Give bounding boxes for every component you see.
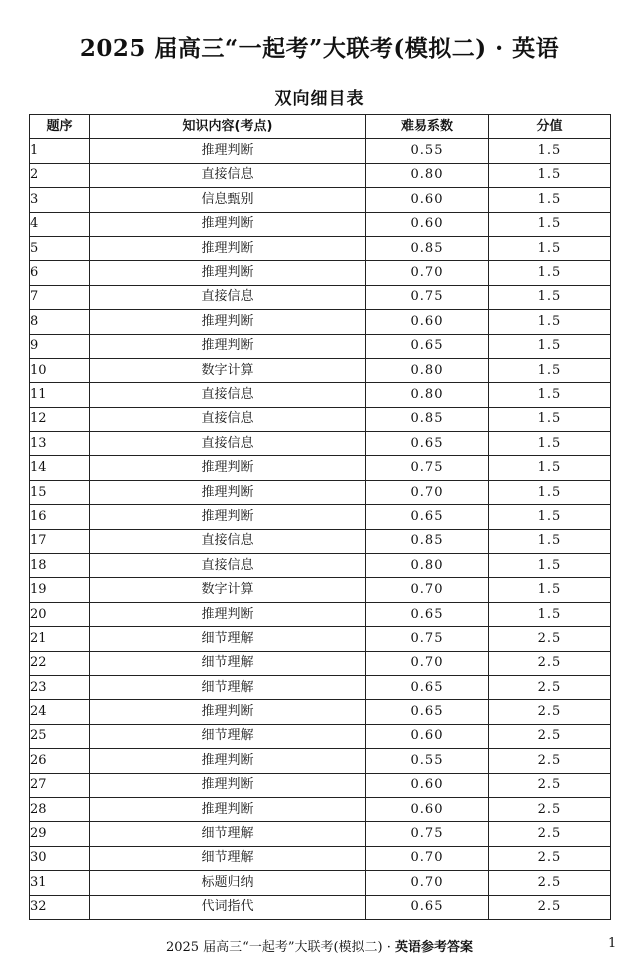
- cell-difficulty: 0.65: [366, 505, 489, 529]
- page-number: 1: [608, 936, 617, 951]
- cell-score: 2.5: [489, 675, 611, 699]
- table-row: [30, 285, 611, 309]
- cell-difficulty: 0.60: [366, 188, 489, 212]
- cell-question-no: 7: [30, 285, 90, 309]
- cell-difficulty: 0.65: [366, 432, 489, 456]
- cell-difficulty: 0.60: [366, 797, 489, 821]
- cell-difficulty: 0.75: [366, 285, 489, 309]
- cell-difficulty: 0.70: [366, 846, 489, 870]
- cell-score: 1.5: [489, 261, 611, 285]
- cell-difficulty: 0.65: [366, 334, 489, 358]
- header-score: 分值: [489, 115, 611, 139]
- cell-score: 1.5: [489, 602, 611, 626]
- cell-score: 1.5: [489, 456, 611, 480]
- cell-score: 2.5: [489, 700, 611, 724]
- cell-score: 1.5: [489, 578, 611, 602]
- cell-knowledge-point: 推理判断: [90, 212, 366, 236]
- cell-score: 1.5: [489, 358, 611, 382]
- cell-question-no: 10: [30, 358, 90, 382]
- table-row: [30, 895, 611, 919]
- cell-score: 2.5: [489, 895, 611, 919]
- cell-question-no: 21: [30, 627, 90, 651]
- table-row: [30, 407, 611, 431]
- cell-knowledge-point: 细节理解: [90, 651, 366, 675]
- table-row: [30, 480, 611, 504]
- cell-question-no: 17: [30, 529, 90, 553]
- table-row: [30, 871, 611, 895]
- cell-knowledge-point: 推理判断: [90, 139, 366, 163]
- page-title: 2025 届高三“一起考”大联考(模拟二) · 英语: [79, 35, 560, 62]
- cell-difficulty: 0.80: [366, 554, 489, 578]
- specification-table: [29, 114, 611, 920]
- cell-question-no: 13: [30, 432, 90, 456]
- footer-bold-text: 英语参考答案: [395, 940, 474, 955]
- cell-score: 2.5: [489, 651, 611, 675]
- cell-score: 1.5: [489, 432, 611, 456]
- cell-question-no: 19: [30, 578, 90, 602]
- table-row: [30, 505, 611, 529]
- cell-difficulty: 0.65: [366, 675, 489, 699]
- table-row: [30, 724, 611, 748]
- table-row: [30, 163, 611, 187]
- cell-knowledge-point: 数字计算: [90, 358, 366, 382]
- cell-question-no: 18: [30, 554, 90, 578]
- cell-difficulty: 0.55: [366, 139, 489, 163]
- cell-score: 2.5: [489, 773, 611, 797]
- cell-question-no: 4: [30, 212, 90, 236]
- table-body: [30, 139, 611, 920]
- cell-knowledge-point: 代词指代: [90, 895, 366, 919]
- cell-difficulty: 0.60: [366, 310, 489, 334]
- cell-knowledge-point: 推理判断: [90, 797, 366, 821]
- cell-score: 2.5: [489, 797, 611, 821]
- cell-knowledge-point: 推理判断: [90, 236, 366, 260]
- table-row: [30, 236, 611, 260]
- cell-question-no: 29: [30, 822, 90, 846]
- cell-difficulty: 0.85: [366, 407, 489, 431]
- cell-question-no: 31: [30, 871, 90, 895]
- table-row: [30, 188, 611, 212]
- cell-question-no: 15: [30, 480, 90, 504]
- cell-difficulty: 0.70: [366, 578, 489, 602]
- table-row: [30, 773, 611, 797]
- cell-knowledge-point: 直接信息: [90, 554, 366, 578]
- table-row: [30, 822, 611, 846]
- cell-question-no: 28: [30, 797, 90, 821]
- cell-score: 2.5: [489, 724, 611, 748]
- cell-difficulty: 0.55: [366, 749, 489, 773]
- cell-knowledge-point: 细节理解: [90, 627, 366, 651]
- table-row: [30, 627, 611, 651]
- header-question-no: 题序: [30, 115, 90, 139]
- cell-difficulty: 0.75: [366, 456, 489, 480]
- cell-score: 1.5: [489, 505, 611, 529]
- cell-knowledge-point: 推理判断: [90, 261, 366, 285]
- cell-knowledge-point: 直接信息: [90, 529, 366, 553]
- table-row: [30, 358, 611, 382]
- cell-score: 1.5: [489, 407, 611, 431]
- table-row: [30, 310, 611, 334]
- cell-difficulty: 0.85: [366, 529, 489, 553]
- table-row: [30, 529, 611, 553]
- cell-difficulty: 0.65: [366, 700, 489, 724]
- header-difficulty: 难易系数: [366, 115, 489, 139]
- table-row: [30, 383, 611, 407]
- table-row: [30, 334, 611, 358]
- cell-question-no: 2: [30, 163, 90, 187]
- cell-score: 2.5: [489, 871, 611, 895]
- table-row: [30, 554, 611, 578]
- table-header-row: [30, 115, 611, 139]
- cell-question-no: 24: [30, 700, 90, 724]
- cell-knowledge-point: 推理判断: [90, 505, 366, 529]
- cell-question-no: 12: [30, 407, 90, 431]
- cell-question-no: 14: [30, 456, 90, 480]
- cell-knowledge-point: 细节理解: [90, 846, 366, 870]
- cell-difficulty: 0.80: [366, 358, 489, 382]
- cell-knowledge-point: 细节理解: [90, 822, 366, 846]
- table-row: [30, 700, 611, 724]
- cell-question-no: 27: [30, 773, 90, 797]
- cell-difficulty: 0.65: [366, 895, 489, 919]
- header-knowledge-point: 知识内容(考点): [90, 115, 366, 139]
- footer-text: 2025 届高三“一起考”大联考(模拟二) ·: [165, 940, 396, 955]
- cell-difficulty: 0.60: [366, 724, 489, 748]
- table-row: [30, 578, 611, 602]
- table-row: [30, 749, 611, 773]
- cell-difficulty: 0.75: [366, 822, 489, 846]
- cell-score: 1.5: [489, 188, 611, 212]
- cell-difficulty: 0.80: [366, 163, 489, 187]
- cell-score: 1.5: [489, 163, 611, 187]
- cell-question-no: 5: [30, 236, 90, 260]
- cell-score: 2.5: [489, 749, 611, 773]
- table-row: [30, 846, 611, 870]
- cell-knowledge-point: 直接信息: [90, 163, 366, 187]
- table-row: [30, 797, 611, 821]
- cell-difficulty: 0.85: [366, 236, 489, 260]
- cell-knowledge-point: 推理判断: [90, 602, 366, 626]
- cell-knowledge-point: 标题归纳: [90, 871, 366, 895]
- table-row: [30, 432, 611, 456]
- cell-score: 1.5: [489, 334, 611, 358]
- cell-knowledge-point: 数字计算: [90, 578, 366, 602]
- table-row: [30, 651, 611, 675]
- cell-question-no: 16: [30, 505, 90, 529]
- cell-difficulty: 0.70: [366, 261, 489, 285]
- cell-knowledge-point: 推理判断: [90, 480, 366, 504]
- cell-score: 1.5: [489, 554, 611, 578]
- cell-difficulty: 0.70: [366, 871, 489, 895]
- cell-knowledge-point: 信息甄别: [90, 188, 366, 212]
- cell-difficulty: 0.70: [366, 480, 489, 504]
- table-row: [30, 675, 611, 699]
- cell-score: 1.5: [489, 383, 611, 407]
- table-row: [30, 602, 611, 626]
- cell-score: 1.5: [489, 529, 611, 553]
- cell-score: 1.5: [489, 236, 611, 260]
- cell-question-no: 32: [30, 895, 90, 919]
- page-footer: [0, 936, 639, 955]
- cell-score: 2.5: [489, 627, 611, 651]
- cell-score: 1.5: [489, 212, 611, 236]
- cell-score: 2.5: [489, 822, 611, 846]
- cell-knowledge-point: 推理判断: [90, 456, 366, 480]
- cell-question-no: 1: [30, 139, 90, 163]
- cell-difficulty: 0.60: [366, 212, 489, 236]
- cell-question-no: 23: [30, 675, 90, 699]
- cell-question-no: 11: [30, 383, 90, 407]
- cell-knowledge-point: 推理判断: [90, 310, 366, 334]
- cell-question-no: 25: [30, 724, 90, 748]
- cell-difficulty: 0.65: [366, 602, 489, 626]
- cell-knowledge-point: 细节理解: [90, 675, 366, 699]
- cell-score: 1.5: [489, 310, 611, 334]
- cell-score: 1.5: [489, 480, 611, 504]
- cell-difficulty: 0.75: [366, 627, 489, 651]
- cell-difficulty: 0.70: [366, 651, 489, 675]
- cell-question-no: 26: [30, 749, 90, 773]
- cell-difficulty: 0.60: [366, 773, 489, 797]
- table-row: [30, 456, 611, 480]
- cell-score: 1.5: [489, 285, 611, 309]
- cell-score: 2.5: [489, 846, 611, 870]
- cell-question-no: 9: [30, 334, 90, 358]
- cell-knowledge-point: 直接信息: [90, 285, 366, 309]
- cell-question-no: 3: [30, 188, 90, 212]
- table-row: [30, 261, 611, 285]
- table-title: 双向细目表: [274, 89, 365, 109]
- cell-knowledge-point: 细节理解: [90, 724, 366, 748]
- cell-question-no: 20: [30, 602, 90, 626]
- cell-knowledge-point: 直接信息: [90, 432, 366, 456]
- cell-score: 1.5: [489, 139, 611, 163]
- cell-question-no: 30: [30, 846, 90, 870]
- cell-knowledge-point: 推理判断: [90, 773, 366, 797]
- cell-knowledge-point: 推理判断: [90, 749, 366, 773]
- cell-knowledge-point: 推理判断: [90, 334, 366, 358]
- cell-knowledge-point: 推理判断: [90, 700, 366, 724]
- cell-difficulty: 0.80: [366, 383, 489, 407]
- cell-question-no: 22: [30, 651, 90, 675]
- table-row: [30, 212, 611, 236]
- table-row: [30, 139, 611, 163]
- cell-question-no: 6: [30, 261, 90, 285]
- cell-knowledge-point: 直接信息: [90, 407, 366, 431]
- cell-question-no: 8: [30, 310, 90, 334]
- cell-knowledge-point: 直接信息: [90, 383, 366, 407]
